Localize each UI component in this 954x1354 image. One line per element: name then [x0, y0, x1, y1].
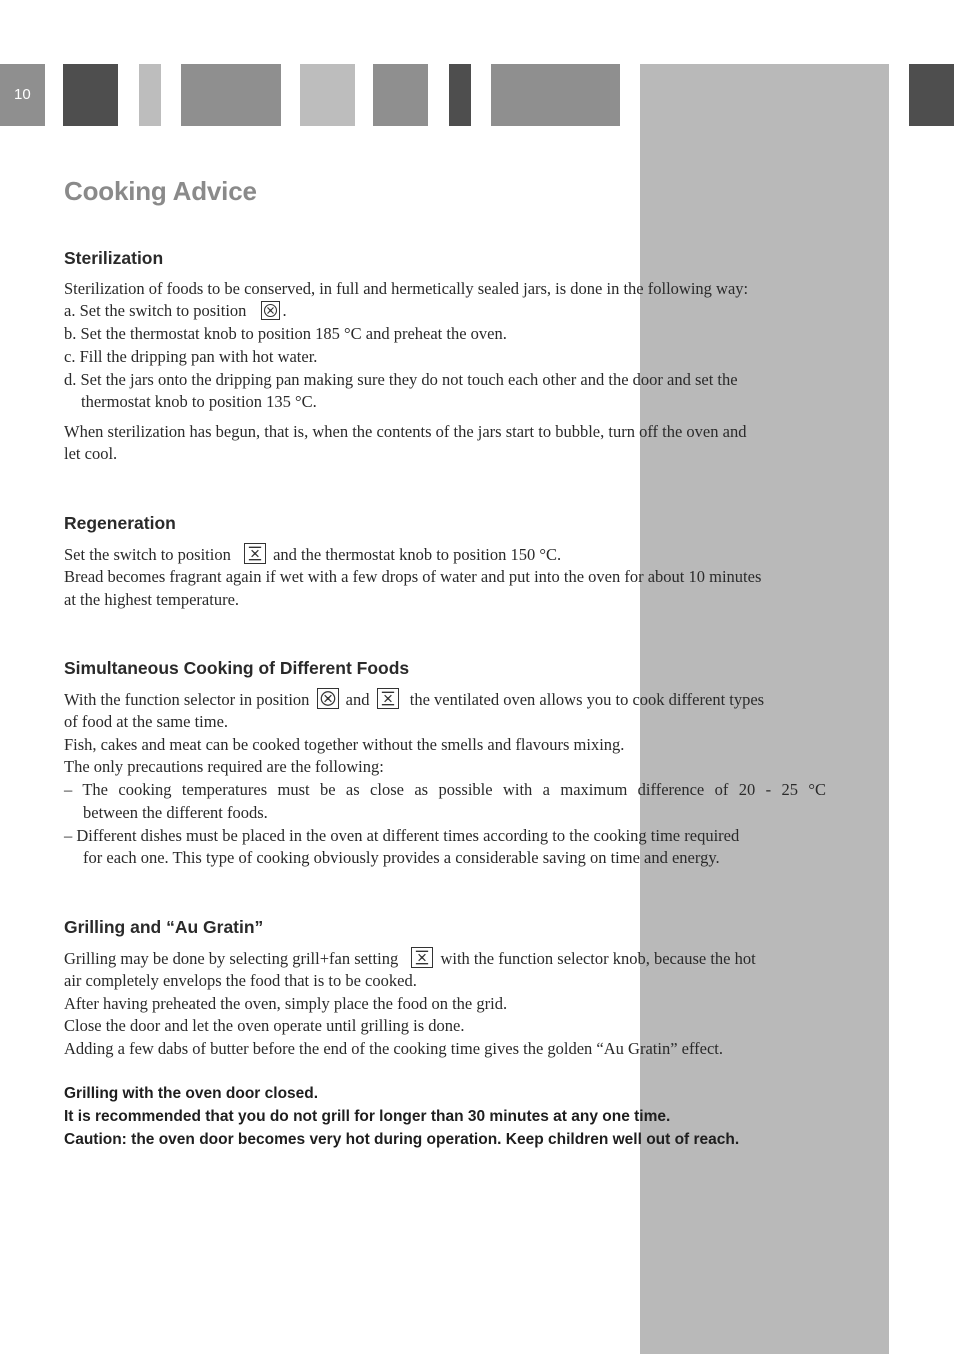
step-a-period: .: [282, 301, 287, 320]
sterilization-outro: When sterilization has begun, that is, when the contents of the jars start to bubble, turn off the oven and: [64, 422, 747, 441]
page-number: 10: [0, 64, 45, 126]
regeneration-heading: Regeneration: [64, 513, 176, 533]
sterilization-step-d-cont: thermostat knob to position 135 °C.: [81, 392, 317, 411]
grilling-line-5: Adding a few dabs of butter before the end of the cooking time gives the golden “Au Gratin” effect.: [64, 1039, 724, 1058]
precaution-2-cont: for each one. This type of cooking obviously provides a considerable saving on time and energy.: [83, 848, 720, 867]
grilling-line-2: air completely envelops the food that is to be cooked.: [64, 971, 417, 990]
sterilization-step-c: c. Fill the dripping pan with hot water.: [64, 347, 318, 366]
precaution-1: – The cooking temperatures must be as close as possible with a maximum difference of 20 - 25 °C: [64, 780, 826, 799]
header-block: [139, 64, 161, 126]
regeneration-line-3: at the highest temperature.: [64, 590, 240, 609]
simultaneous-line-1: [64, 688, 764, 711]
grilling-text-post: with the function selector knob, because the hot: [440, 949, 756, 968]
simultaneous-text-mid: and: [345, 690, 370, 709]
simultaneous-text-pre: With the function selector in position: [64, 690, 310, 709]
grill-fan-function-icon: [377, 688, 399, 709]
warning-line-1: Grilling with the oven door closed.: [64, 1085, 319, 1102]
page-title: Cooking Advice: [64, 176, 257, 206]
grilling-heading: Grilling and “Au Gratin”: [64, 917, 264, 937]
fan-function-icon: [261, 301, 280, 320]
header-block: [373, 64, 428, 126]
simultaneous-text-post: the ventilated oven allows you to cook different types: [409, 690, 765, 709]
sterilization-step-b: b. Set the thermostat knob to position 185 °C and preheat the oven.: [64, 324, 507, 343]
sterilization-intro: Sterilization of foods to be conserved, in full and hermetically sealed jars, is done in the following way:: [64, 279, 749, 298]
sterilization-step-a: [64, 300, 287, 322]
sterilization-outro-cont: let cool.: [64, 444, 118, 463]
fan-function-icon: [317, 688, 339, 709]
simultaneous-line-2: of food at the same time.: [64, 712, 229, 731]
simultaneous-line-4: The only precautions required are the following:: [64, 757, 384, 776]
sterilization-heading: Sterilization: [64, 248, 164, 268]
simultaneous-line-3: Fish, cakes and meat can be cooked together without the smells and flavours mixing.: [64, 735, 625, 754]
regeneration-text-pre: Set the switch to position: [64, 545, 231, 564]
regeneration-line-1: [64, 543, 561, 566]
grill-fan-function-icon: [411, 947, 433, 968]
header-block: [491, 64, 620, 126]
grilling-line-1: [64, 947, 756, 970]
grilling-line-3: After having preheated the oven, simply place the food on the grid.: [64, 994, 508, 1013]
header-block: [909, 64, 954, 126]
step-a-text: a. Set the switch to position: [64, 301, 247, 320]
regeneration-text-post: and the thermostat knob to position 150 °C.: [273, 545, 562, 564]
grilling-line-4: Close the door and let the oven operate until grilling is done.: [64, 1016, 465, 1035]
simultaneous-heading: Simultaneous Cooking of Different Foods: [64, 658, 410, 678]
precaution-2: – Different dishes must be placed in the oven at different times according to the cooking time required: [64, 826, 740, 845]
warning-line-3: Caution: the oven door becomes very hot during operation. Keep children well out of reach.: [64, 1131, 740, 1148]
regeneration-line-2: Bread becomes fragrant again if wet with a few drops of water and put into the oven for about 10 minutes: [64, 567, 762, 586]
header-block: [63, 64, 118, 126]
header-block: [300, 64, 355, 126]
grilling-text-pre: Grilling may be done by selecting grill+fan setting: [64, 949, 399, 968]
grill-fan-function-icon: [244, 543, 266, 564]
sterilization-step-d: d. Set the jars onto the dripping pan making sure they do not touch each other and the door and set the: [64, 370, 738, 389]
header-block: [181, 64, 281, 126]
warning-line-2: It is recommended that you do not grill for longer than 30 minutes at any one time.: [64, 1108, 671, 1125]
precaution-1-cont: between the different foods.: [83, 803, 268, 822]
header-block: [449, 64, 471, 126]
